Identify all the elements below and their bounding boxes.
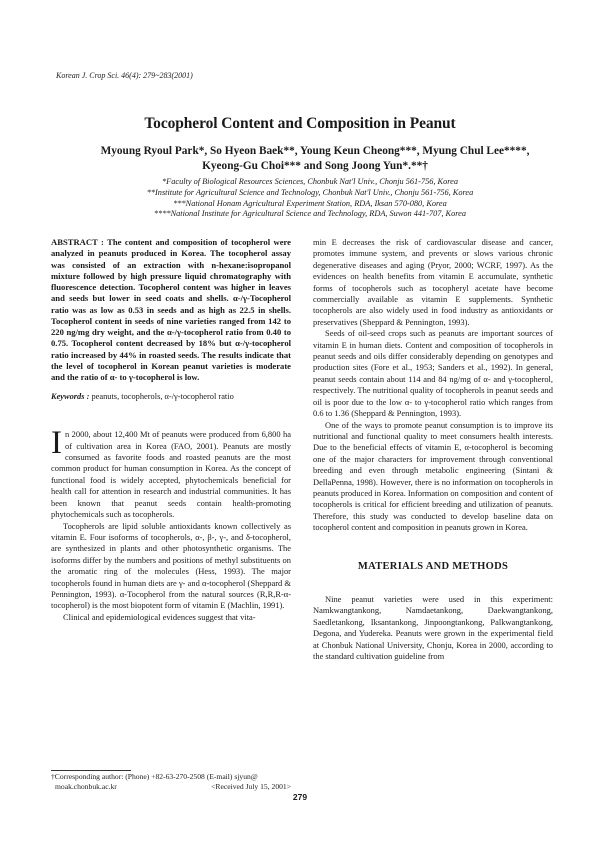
right-paragraph-1: min E decreases the risk of cardiovascular disease and cancer, promotes immune system, and prevents or slows various chronic degenerative diseases and aging (Pryor, 2000; WCRF, 1997). As the evidences on health benefits from vitamin E accumulate, synthetic forms of tocopherols such as tocopheryl acetate have become commercially available as vitamin E supplements. Synthetic tocopherols are also widely used in food industry as antioxidants or preservatives (Sheppard & Pennington, 1993).	[313, 237, 553, 327]
author-line-2: Kyeong-Gu Choi*** and Song Joong Yun*.**†	[202, 159, 428, 172]
affiliation-2: **Institute for Agricultural Science and Technology, Chonbuk Nat'l Univ., Chonju 561-756, Korea	[146, 187, 474, 197]
left-column	[51, 237, 291, 623]
paper-title: Tocopherol Content and Composition in Peanut	[144, 115, 456, 132]
affiliations	[90, 177, 530, 220]
footnote	[51, 772, 291, 791]
right-column	[313, 237, 553, 662]
drop-cap: I	[51, 425, 62, 462]
journal-citation: Korean J. Crop Sci. 46(4): 279~283(2001)	[56, 71, 193, 80]
introduction	[51, 425, 291, 623]
footnote-line-1: †Corresponding author: (Phone) +82-63-270-2508 (E-mail) sjyun@	[51, 772, 258, 781]
received-date: <Received July 15, 2001>	[211, 781, 291, 791]
affiliation-3: ***National Honam Agricultural Experiment Station, RDA, Iksan 570-080, Korea	[173, 198, 447, 208]
affiliation-1: *Faculty of Biological Resources Sciences, Chonbuk Nat'l Univ., Chonju 561-756, Korea	[162, 177, 458, 186]
author-email-domain: moak.chonbuk.ac.kr	[55, 781, 117, 791]
methods-paragraph-1: Nine peanut varieties were used in this experiment: Namkwangtankong, Namdaetankong, Daekwangtankong, Saedletankong, Iksantankong, Jinpoongtankong, Palkwangtankong, Degona, and Yudereka. Peanuts were grown in the experimental field at Chonbuk National University, Chonju, Korea in 2000, according to the standard cultivation guideline from	[313, 593, 553, 661]
footnote-line-2	[51, 782, 291, 792]
author-line-1: Myoung Ryoul Park*, So Hyeon Baek**, Young Keun Cheong***, Myung Chul Lee****,	[100, 145, 530, 157]
intro-paragraph-1	[51, 425, 291, 520]
author-list	[70, 144, 560, 173]
footnote-divider	[51, 770, 131, 771]
intro-paragraph-3: Clinical and epidemiological evidences suggest that vita-	[63, 611, 256, 622]
right-paragraph-2: Seeds of oil-seed crops such as peanuts are important sources of vitamin E in human diets. Content and composition of tocopherols in peanut seeds and oils differ considerably depending on genotypes and production sites (Fore et al., 1953; Sanders et al., 1992). In general, peanut seeds contain about 114 and 84 ng/mg of α- and γ-tocopherol, respectively. The nutritional quality of tocopherols in peanut seeds and oil is poor due to the low α- to γ-tocopherol ratio which ranges from 0.6 to 1.36 (Sheppard & Pennington, 1993).	[313, 328, 553, 419]
keywords-text: peanuts, tocopherols, α-/γ-tocopherol ratio	[91, 392, 234, 402]
keywords-label: Keywords :	[51, 392, 90, 402]
intro-paragraph-1-text: n 2000, about 12,400 Mt of peanuts were produced from 6,800 ha of cultivation area in Korea (FAO, 2001). Peanuts are mostly consumed as favorite foods and roasted peanuts are the most common product for human consumption in Korea. As the concept of functional food is widely accepted, phytochemicals beneficial for health call for attention in research and industrial communities. It has been known that peanut seeds contain health-promoting phytochemicals such as tocopherols.	[51, 429, 291, 520]
keywords	[51, 391, 291, 402]
section-heading: MATERIALS AND METHODS	[357, 560, 509, 572]
page-number: 279	[292, 792, 308, 802]
affiliation-4: ****National Institute for Agricultural Science and Technology, RDA, Suwon 441-707, Korea	[154, 209, 466, 219]
abstract: ABSTRACT : The content and composition of tocopherol were analyzed in peanuts produced in Korea. The tocopherol assay was consisted of an extraction with n-hexane:isopropanol mixture followed by high pressure liquid chromatography with fluorescence detection. Tocopherol content was higher in leaves and seeds but lower in seed coats and shells. α-/γ-Tocopherol ratio was as low as 0.53 in seeds and as high as 22.5 in shells. Tocopherol content in seeds of nine varieties ranged from 142 to 220 ng/mg dry weight, and the α-/γ-tocopherol ratio from 0.40 to 0.75. Tocopherol content decreased by 18% but α-/γ-tocopherol ratio increased by 44% in roasted seeds. The results indicate that the level of tocopherol in Korean peanut varieties is moderate and the ratio of α- to γ-tocopherol is low.	[51, 237, 291, 382]
intro-paragraph-2: Tocopherols are lipid soluble antioxidants known collectively as vitamin E. Four isoforms of tocopherols, α-, β-, γ-, and δ-tocopherol, are synthesized in plants and other photosynthetic organisms. The isoforms differ by the numbers and positions of methyl substituents on the aromatic ring of the molecules (Hess, 1993). The major tocopherols found in human diets are γ- and α-tocopherol (Sheppard & Pennington, 1993). α-Tocopherol from the natural sources (R,R,R-α-tocopherol) is the most biopotent form of vitamin E (Machlin, 1991).	[51, 520, 291, 611]
right-paragraph-3: One of the ways to promote peanut consumption is to improve its nutritional and functional quality to meet consumers health interests. Due to the beneficial effects of vitamin E, α-tocopherol is becoming one of the major characters for improvement through conventional breeding and even through metabolic engineering (Sintani & DellaPenna, 1998). However, there is no information on tocopherols in peanuts produced in Korea. Information on composition and content of tocopherols is critical for efficient breeding and utilization of peanuts. Therefore, this study was conducted to develop baseline data on tocopherol content and composition in peanuts grown in Korea.	[313, 419, 553, 533]
